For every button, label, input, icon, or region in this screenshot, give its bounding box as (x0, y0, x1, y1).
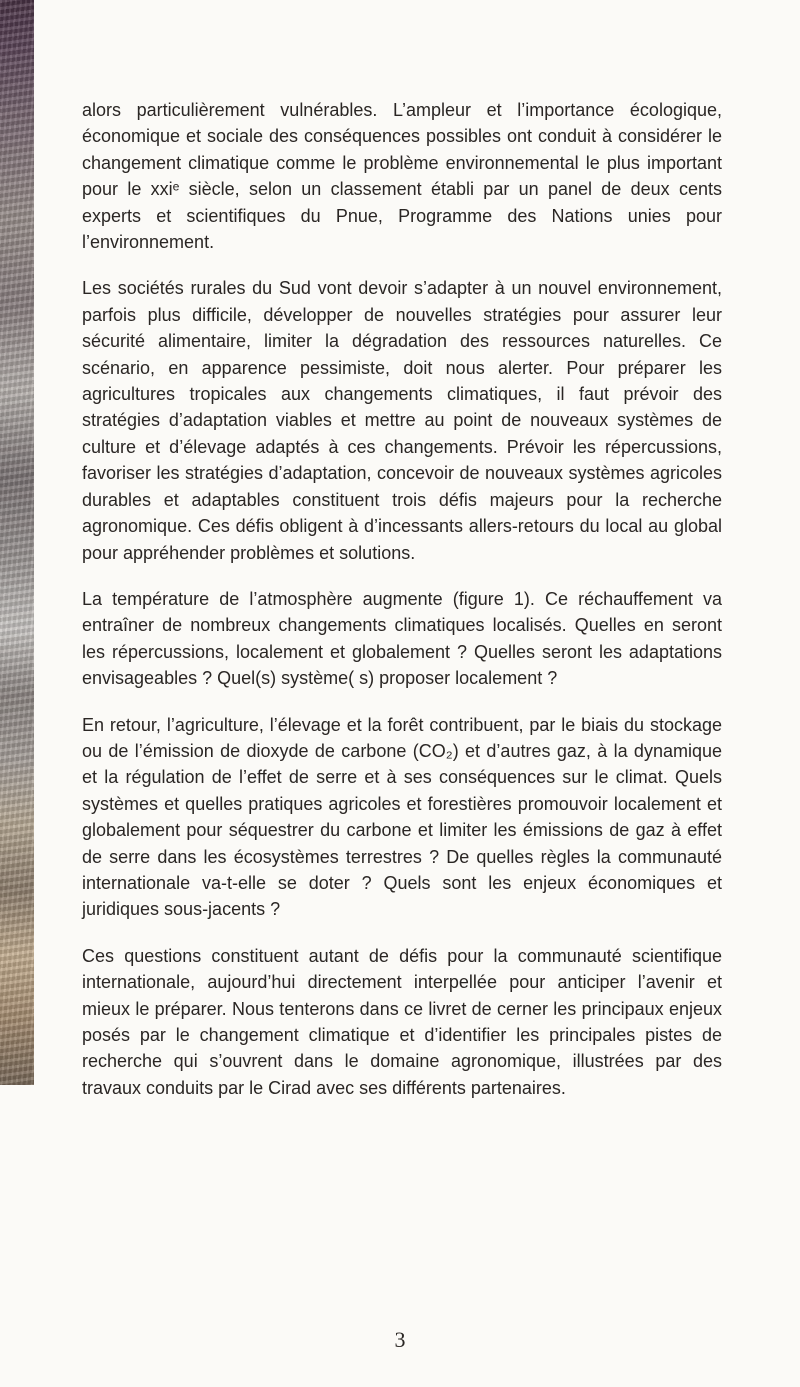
paragraph: En retour, l’agriculture, l’élevage et la forêt contribuent, par le biais du stockage ou de l’émission de dioxyde de carbone (CO₂) et d’autres gaz, à la dynamique et la régulation de l’effet de serre et à ses conséquences sur le climat. Quels systèmes et quelles pratiques agricoles et forestières promouvoir localement et globalement pour séquestrer du carbone et limiter les émissions de gaz à effet de serre dans les écosystèmes terrestres ? De quelles règles la communauté internationale va-t-elle se doter ? Quels sont les enjeux économiques et juridiques sous-jacents ? (82, 714, 722, 920)
page-number: 3 (394, 1327, 406, 1352)
paragraph: Les sociétés rurales du Sud vont devoir s’adapter à un nouvel environnement, parfois plus difficile, développer de nouvelles stratégies pour assurer leur sécurité alimentaire, limiter la dégradation des ressources naturelles. Ce scénario, en apparence pessimiste, doit nous alerter. Pour préparer les agricultures tropicales aux changements climatiques, il faut prévoir des stratégies d’adaptation viables et mettre au point de nouveaux systèmes de culture et d’élevage adaptés à ces changements. Prévoir les répercussions, favoriser les stratégies d’adaptation, concevoir de nouveaux systèmes agricoles durables et adaptables constituent trois défis majeurs pour la recherche agronomique. Ces défis obligent à d’incessants allers-retours du local au global pour appréhender problèmes et solutions. (82, 278, 722, 563)
decorative-photo-strip (0, 0, 34, 1085)
body-text (82, 97, 722, 1121)
paragraph: La température de l’atmosphère augmente (figure 1). Ce réchauffement va entraîner de nombreux changements climatiques localisés. Quelles en seront les répercussions, localement et globalement ? Quelles seront les adaptations envisageables ? Quel(s) système( s) proposer localement ? (82, 588, 722, 689)
paragraph: alors particulièrement vulnérables. L’ampleur et l’importance écologique, économique et sociale des conséquences possibles ont conduit à considérer le changement climatique comme le problème environnemental le plus important pour le xxiᵉ siècle, selon un classement établi par un panel de deux cents experts et scientifiques du Pnue, Programme des Nations unies pour l’environnement. (82, 100, 722, 253)
paragraph: Ces questions constituent autant de défis pour la communauté scientifique internationale, aujourd’hui directement interpellée pour anticiper l’avenir et mieux le préparer. Nous tenterons dans ce livret de cerner les principaux enjeux posés par le changement climatique et d’identifier les principales pistes de recherche qui s’ouvrent dans le domaine agronomique, illustrées par des travaux conduits par le Cirad avec ses différents partenaires. (82, 945, 722, 1098)
